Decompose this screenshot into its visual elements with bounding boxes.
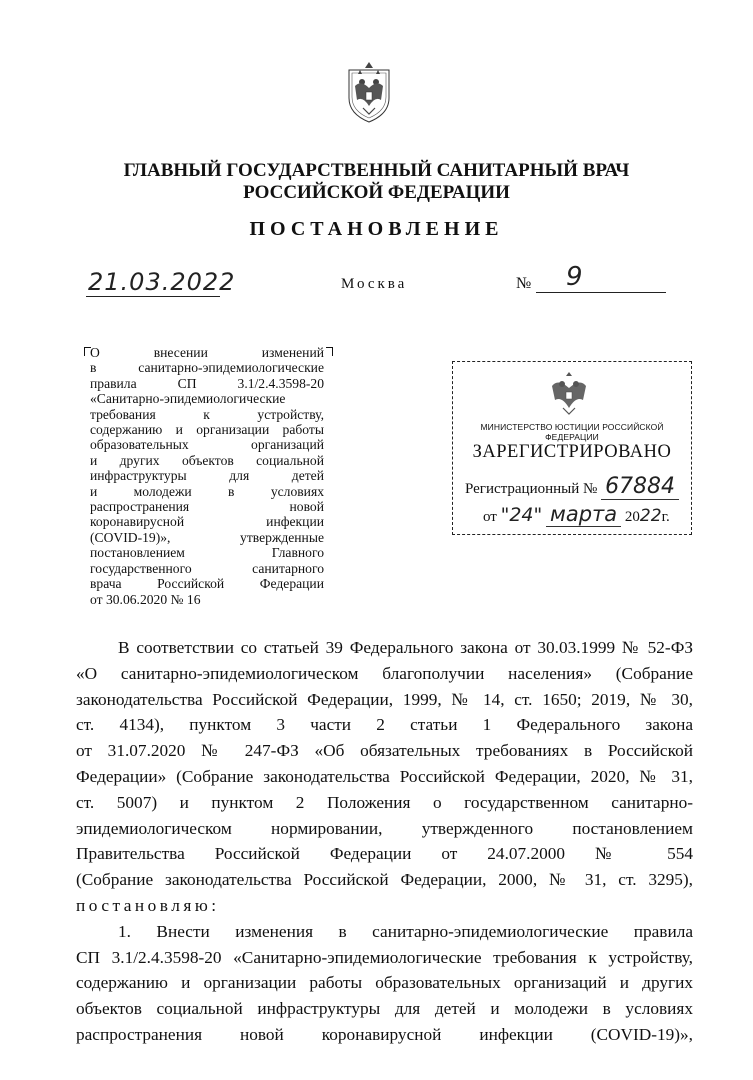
body-line: объектов социальной инфраструктуры для детей и молодежи в условиях [76, 999, 693, 1019]
stamp-from-label: от [483, 509, 497, 525]
body-line: законодательства Российской Федерации, 1999, № 14, ст. 1650; 2019, № 30, [76, 689, 693, 709]
subject-line: в санитарно-эпидемиологические [90, 360, 324, 376]
stamp-year-suffix: 22 [639, 506, 662, 526]
stamp-date-row [483, 502, 670, 526]
subject-line: от 30.06.2020 № 16 [90, 591, 201, 607]
number-underline [536, 292, 666, 293]
registration-stamp [452, 361, 692, 535]
document-subject [90, 345, 324, 607]
subject-line: врача Российской Федерации [90, 576, 324, 592]
body-line: содержанию и организации работы образовательных организаций и других [76, 973, 693, 993]
document-date: 21.03.2022 [88, 268, 236, 296]
subject-line: и молодежи в условиях [90, 483, 324, 499]
subject-line: содержанию и организации работы [90, 422, 324, 438]
body-line: Правительства Российской Федерации от 24.07.2000 № 554 [76, 844, 693, 864]
body-line: СП 3.1/2.4.3598-20 «Санитарно-эпидемиологические требования к устройству, [76, 947, 693, 967]
subject-bracket-right [326, 347, 333, 356]
body-line: «О санитарно-эпидемиологическом благополучии населения» (Собрание [76, 663, 693, 683]
subject-line: О внесении изменений [90, 345, 324, 360]
body-line: распространения новой коронавирусной инфекции (COVID-19)», [76, 1024, 693, 1044]
body-line: Федерации» (Собрание законодательства Российской Федерации, 2020, № 31, [76, 766, 693, 786]
subject-line: (COVID-19)», утвержденные [90, 529, 324, 545]
document-type-title: ПОСТАНОВЛЕНИЕ [249, 218, 504, 240]
stamp-reg-number-row [465, 474, 679, 499]
subject-line: и других объектов социальной [90, 452, 324, 468]
subject-line: «Санитарно-эпидемиологические [90, 391, 286, 407]
number-sign: № [516, 275, 532, 292]
stamp-month: марта [546, 502, 621, 527]
stamp-reg-number: 67884 [601, 474, 679, 500]
body-line: эпидемиологическом нормировании, утвержденного постановлением [76, 818, 693, 838]
body-line: ст. 5007) и пунктом 2 Положения о государственном санитарно- [76, 792, 693, 812]
subject-line: требования к устройству, [90, 406, 324, 422]
stamp-year-end: г. [661, 509, 670, 525]
body-line: В соответствии со статьей 39 Федерального закона от 30.03.1999 № 52-ФЗ [118, 638, 693, 657]
document-body [76, 635, 693, 1048]
body-line: 1. Внести изменения в санитарно-эпидемиологические правила [118, 921, 693, 941]
stamp-reg-label: Регистрационный № [465, 481, 598, 497]
subject-line: инфраструктуры для детей [90, 468, 324, 484]
subject-line: правила СП 3.1/2.4.3598-20 [90, 375, 324, 391]
document-number: 9 [566, 262, 583, 292]
stamp-ministry: МИНИСТЕРСТВО ЮСТИЦИИ РОССИЙСКОЙ ФЕДЕРАЦИИ [480, 422, 664, 442]
subject-line: коронавирусной инфекции [90, 514, 324, 530]
stamp-year-prefix: 20 [624, 509, 640, 525]
subject-line: распространения новой [90, 499, 324, 515]
coat-of-arms-emblem [343, 56, 395, 124]
stamp-emblem-icon [546, 370, 592, 416]
issuer-line-2: РОССИЙСКОЙ ФЕДЕРАЦИИ [243, 182, 510, 203]
body-line-decree: постановляю: [76, 895, 220, 915]
subject-line: государственного санитарного [90, 560, 324, 576]
stamp-day: "24" [500, 504, 543, 526]
subject-line: постановлением Главного [90, 545, 324, 561]
body-line: ст. 4134), пунктом 3 части 2 статьи 1 Федерального закона [76, 715, 693, 735]
body-line: от 31.07.2020 № 247-ФЗ «Об обязательных требованиях в Российской [76, 741, 693, 761]
stamp-registered: ЗАРЕГИСТРИРОВАНО [472, 442, 672, 462]
issuer-line-1: ГЛАВНЫЙ ГОСУДАРСТВЕННЫЙ САНИТАРНЫЙ ВРАЧ [123, 160, 630, 181]
date-underline [86, 296, 220, 297]
document-city: Москва [341, 276, 408, 292]
body-line: (Собрание законодательства Российской Федерации, 2000, № 31, ст. 3295), [76, 870, 693, 890]
subject-line: образовательных организаций [90, 437, 324, 453]
